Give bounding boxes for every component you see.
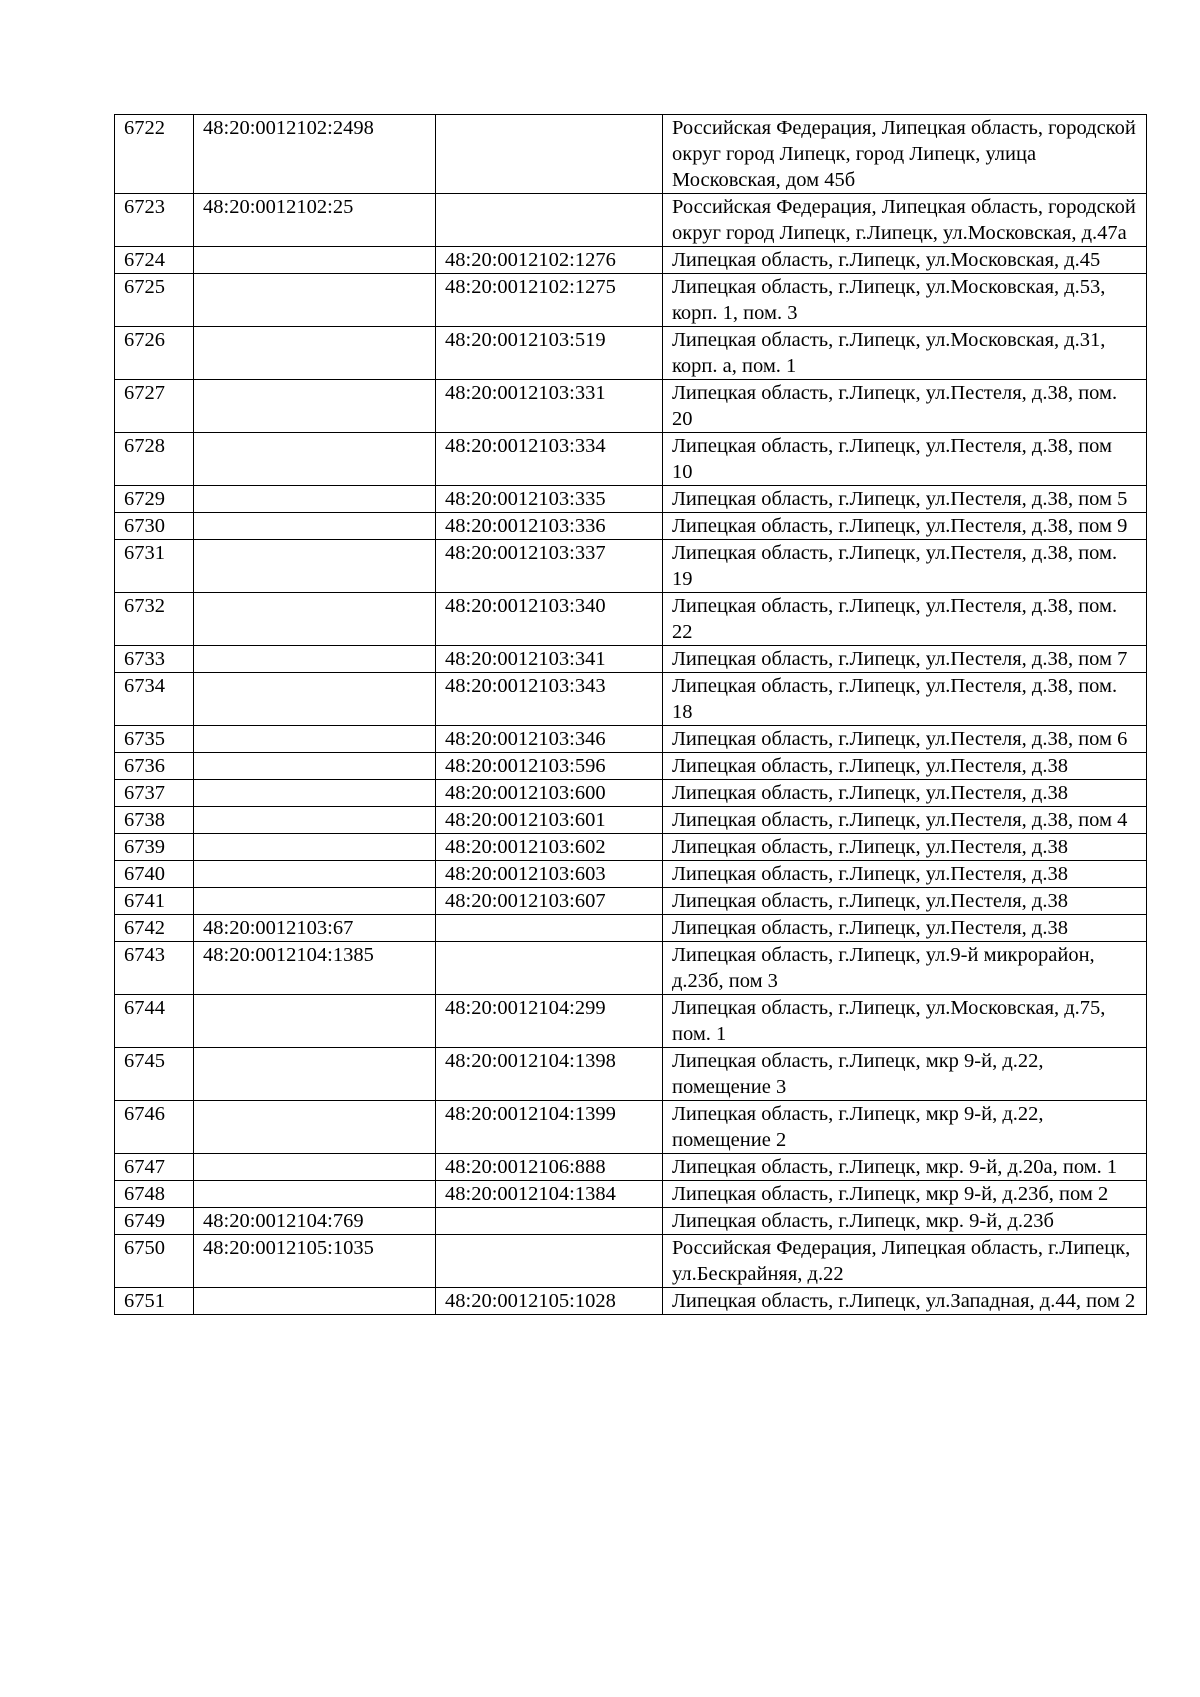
address-cell: Липецкая область, г.Липецк, ул.Западная, д.44, пом 2 [663,1288,1147,1315]
land-parcel-number-cell [194,433,436,486]
row-number-cell: 6737 [115,780,194,807]
row-number-cell: 6740 [115,861,194,888]
row-number-cell: 6747 [115,1154,194,1181]
address-cell: Липецкая область, г.Липецк, мкр 9-й, д.22, помещение 3 [663,1048,1147,1101]
address-cell: Липецкая область, г.Липецк, ул.Пестеля, д.38 [663,861,1147,888]
address-cell: Липецкая область, г.Липецк, ул.Московская, д.31, корп. а, пом. 1 [663,327,1147,380]
table-row [115,1181,1147,1208]
table-body [115,115,1147,1315]
land-parcel-number-cell [194,995,436,1048]
row-number-cell: 6738 [115,807,194,834]
building-number-cell: 48:20:0012104:1399 [436,1101,663,1154]
address-cell: Липецкая область, г.Липецк, ул.Пестеля, д.38, пом 9 [663,513,1147,540]
table-row [115,593,1147,646]
land-parcel-number-cell [194,861,436,888]
address-cell: Липецкая область, г.Липецк, ул.Пестеля, д.38 [663,753,1147,780]
table-row [115,247,1147,274]
land-parcel-number-cell [194,274,436,327]
building-number-cell: 48:20:0012103:336 [436,513,663,540]
row-number-cell: 6744 [115,995,194,1048]
land-parcel-number-cell: 48:20:0012104:769 [194,1208,436,1235]
address-cell: Липецкая область, г.Липецк, ул.Пестеля, д.38, пом 4 [663,807,1147,834]
table-row [115,995,1147,1048]
row-number-cell: 6725 [115,274,194,327]
building-number-cell: 48:20:0012103:519 [436,327,663,380]
table-row [115,888,1147,915]
row-number-cell: 6748 [115,1181,194,1208]
land-parcel-number-cell [194,513,436,540]
row-number-cell: 6730 [115,513,194,540]
land-parcel-number-cell: 48:20:0012105:1035 [194,1235,436,1288]
table-row [115,380,1147,433]
land-parcel-number-cell: 48:20:0012102:25 [194,194,436,247]
table-row [115,1048,1147,1101]
address-cell: Липецкая область, г.Липецк, ул.Пестеля, д.38, пом 6 [663,726,1147,753]
building-number-cell: 48:20:0012103:600 [436,780,663,807]
building-number-cell: 48:20:0012103:343 [436,673,663,726]
land-parcel-number-cell [194,646,436,673]
land-parcel-number-cell [194,593,436,646]
address-cell: Липецкая область, г.Липецк, ул.Пестеля, д.38 [663,780,1147,807]
address-cell: Липецкая область, г.Липецк, ул.Московская, д.53, корп. 1, пом. 3 [663,274,1147,327]
address-cell: Липецкая область, г.Липецк, мкр. 9-й, д.20а, пом. 1 [663,1154,1147,1181]
address-cell: Липецкая область, г.Липецк, ул.Пестеля, д.38 [663,834,1147,861]
address-cell: Липецкая область, г.Липецк, мкр 9-й, д.22, помещение 2 [663,1101,1147,1154]
address-cell: Липецкая область, г.Липецк, ул.Пестеля, д.38, пом. 18 [663,673,1147,726]
table-row [115,861,1147,888]
row-number-cell: 6741 [115,888,194,915]
table-row [115,1235,1147,1288]
row-number-cell: 6734 [115,673,194,726]
table-row [115,274,1147,327]
land-parcel-number-cell [194,1154,436,1181]
land-parcel-number-cell [194,1181,436,1208]
building-number-cell: 48:20:0012102:1275 [436,274,663,327]
table-row [115,540,1147,593]
address-cell: Российская Федерация, Липецкая область, городской округ город Липецк, город Липецк, улица Московская, дом 45б [663,115,1147,194]
table-row [115,1101,1147,1154]
building-number-cell: 48:20:0012104:1398 [436,1048,663,1101]
row-number-cell: 6731 [115,540,194,593]
table-row [115,646,1147,673]
building-number-cell [436,1235,663,1288]
building-number-cell: 48:20:0012103:340 [436,593,663,646]
building-number-cell: 48:20:0012103:346 [436,726,663,753]
land-parcel-number-cell: 48:20:0012102:2498 [194,115,436,194]
building-number-cell: 48:20:0012103:341 [436,646,663,673]
address-cell: Липецкая область, г.Липецк, ул.Пестеля, д.38, пом 5 [663,486,1147,513]
table-row [115,1208,1147,1235]
address-cell: Российская Федерация, Липецкая область, г.Липецк, ул.Бескрайняя, д.22 [663,1235,1147,1288]
row-number-cell: 6729 [115,486,194,513]
building-number-cell: 48:20:0012103:331 [436,380,663,433]
address-cell: Липецкая область, г.Липецк, ул.Пестеля, д.38 [663,915,1147,942]
address-cell: Липецкая область, г.Липецк, ул.9-й микрорайон, д.23б, пом 3 [663,942,1147,995]
row-number-cell: 6736 [115,753,194,780]
row-number-cell: 6745 [115,1048,194,1101]
land-parcel-number-cell [194,726,436,753]
land-parcel-number-cell [194,807,436,834]
building-number-cell: 48:20:0012103:334 [436,433,663,486]
table-row [115,915,1147,942]
row-number-cell: 6743 [115,942,194,995]
building-number-cell: 48:20:0012103:596 [436,753,663,780]
table-row [115,726,1147,753]
land-parcel-number-cell: 48:20:0012104:1385 [194,942,436,995]
land-parcel-number-cell [194,1288,436,1315]
row-number-cell: 6742 [115,915,194,942]
land-parcel-number-cell [194,753,436,780]
address-cell: Российская Федерация, Липецкая область, городской округ город Липецк, г.Липецк, ул.Московская, д.47а [663,194,1147,247]
cadastral-table [114,114,1147,1315]
row-number-cell: 6735 [115,726,194,753]
land-parcel-number-cell [194,486,436,513]
row-number-cell: 6746 [115,1101,194,1154]
building-number-cell: 48:20:0012105:1028 [436,1288,663,1315]
building-number-cell: 48:20:0012103:607 [436,888,663,915]
address-cell: Липецкая область, г.Липецк, ул.Пестеля, д.38, пом. 19 [663,540,1147,593]
table-row [115,194,1147,247]
table-row [115,673,1147,726]
building-number-cell: 48:20:0012103:337 [436,540,663,593]
table-row [115,115,1147,194]
address-cell: Липецкая область, г.Липецк, ул.Пестеля, д.38, пом 10 [663,433,1147,486]
building-number-cell: 48:20:0012104:1384 [436,1181,663,1208]
table-row [115,942,1147,995]
land-parcel-number-cell [194,780,436,807]
building-number-cell [436,194,663,247]
land-parcel-number-cell [194,1048,436,1101]
land-parcel-number-cell [194,1101,436,1154]
table-row [115,486,1147,513]
address-cell: Липецкая область, г.Липецк, ул.Московская, д.75, пом. 1 [663,995,1147,1048]
row-number-cell: 6724 [115,247,194,274]
land-parcel-number-cell [194,327,436,380]
address-cell: Липецкая область, г.Липецк, ул.Пестеля, д.38, пом. 20 [663,380,1147,433]
table-row [115,780,1147,807]
table-row [115,1288,1147,1315]
address-cell: Липецкая область, г.Липецк, ул.Пестеля, д.38 [663,888,1147,915]
address-cell: Липецкая область, г.Липецк, ул.Московская, д.45 [663,247,1147,274]
land-parcel-number-cell [194,673,436,726]
land-parcel-number-cell [194,540,436,593]
building-number-cell: 48:20:0012103:335 [436,486,663,513]
address-cell: Липецкая область, г.Липецк, ул.Пестеля, д.38, пом 7 [663,646,1147,673]
row-number-cell: 6732 [115,593,194,646]
table-row [115,433,1147,486]
land-parcel-number-cell: 48:20:0012103:67 [194,915,436,942]
row-number-cell: 6749 [115,1208,194,1235]
building-number-cell: 48:20:0012103:602 [436,834,663,861]
building-number-cell [436,115,663,194]
table-row [115,1154,1147,1181]
row-number-cell: 6739 [115,834,194,861]
building-number-cell: 48:20:0012104:299 [436,995,663,1048]
row-number-cell: 6751 [115,1288,194,1315]
row-number-cell: 6728 [115,433,194,486]
address-cell: Липецкая область, г.Липецк, мкр. 9-й, д.23б [663,1208,1147,1235]
building-number-cell [436,915,663,942]
land-parcel-number-cell [194,380,436,433]
row-number-cell: 6723 [115,194,194,247]
row-number-cell: 6727 [115,380,194,433]
row-number-cell: 6722 [115,115,194,194]
table-row [115,834,1147,861]
land-parcel-number-cell [194,834,436,861]
building-number-cell: 48:20:0012102:1276 [436,247,663,274]
land-parcel-number-cell [194,247,436,274]
table-row [115,807,1147,834]
building-number-cell [436,1208,663,1235]
row-number-cell: 6750 [115,1235,194,1288]
row-number-cell: 6733 [115,646,194,673]
row-number-cell: 6726 [115,327,194,380]
land-parcel-number-cell [194,888,436,915]
building-number-cell: 48:20:0012103:601 [436,807,663,834]
table-row [115,513,1147,540]
table-row [115,753,1147,780]
building-number-cell: 48:20:0012106:888 [436,1154,663,1181]
building-number-cell [436,942,663,995]
building-number-cell: 48:20:0012103:603 [436,861,663,888]
address-cell: Липецкая область, г.Липецк, мкр 9-й, д.23б, пом 2 [663,1181,1147,1208]
address-cell: Липецкая область, г.Липецк, ул.Пестеля, д.38, пом. 22 [663,593,1147,646]
table-row [115,327,1147,380]
